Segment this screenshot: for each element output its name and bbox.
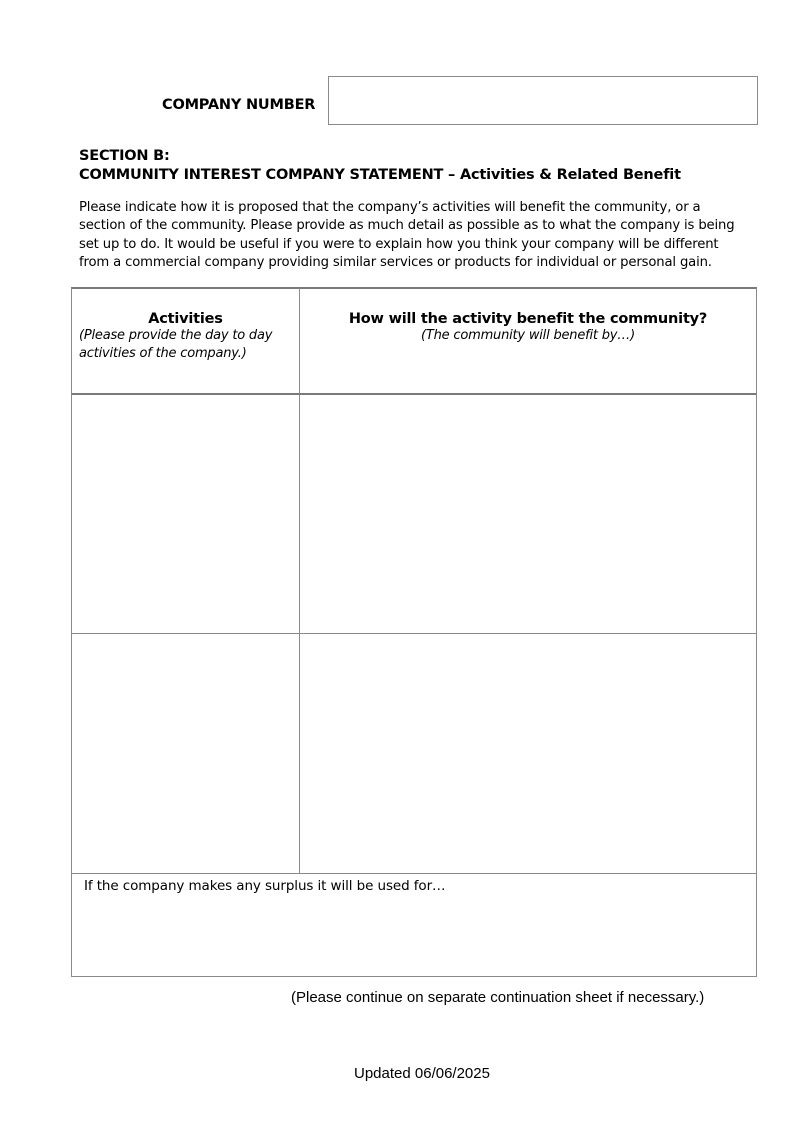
instructions-line: Please indicate how it is proposed that the company’s activities will benefit the community, or a (79, 200, 701, 215)
surplus-input[interactable] (71, 873, 757, 977)
benefit-header-cell (299, 287, 757, 394)
company-number-field[interactable] (328, 76, 758, 125)
instructions-line: section of the community. Please provide as much detail as possible as to what the company is being (79, 218, 735, 234)
benefit-input-2[interactable] (299, 633, 757, 874)
activities-header-cell (71, 287, 300, 394)
surplus-label: If the company makes any surplus it will be used for… (84, 878, 446, 894)
company-number-label: COMPANY NUMBER (162, 97, 316, 113)
benefit-header-title: How will the activity benefit the community? (348, 311, 708, 327)
activity-input-2[interactable] (71, 633, 300, 874)
section-heading (79, 147, 681, 185)
activities-hint-line: (Please provide the day to day (79, 328, 273, 343)
activities-header-hint (72, 327, 299, 363)
updated-date: Updated 06/06/2025 (354, 1065, 490, 1082)
benefit-header-hint: (The community will benefit by…) (421, 328, 635, 343)
continuation-note: (Please continue on separate continuation sheet if necessary.) (291, 989, 705, 1006)
instructions-line: from a commercial company providing similar services or products for individual or personal gain. (79, 254, 712, 270)
benefit-input-1[interactable] (299, 393, 757, 634)
section-title: SECTION B: (79, 148, 170, 164)
instructions-paragraph (79, 199, 759, 272)
instructions-line: set up to do. It would be useful if you were to explain how you think your company will be different (79, 236, 719, 252)
activity-input-1[interactable] (71, 393, 300, 634)
activities-hint-line: activities of the company.) (79, 346, 247, 361)
activities-header-title: Activities (148, 311, 223, 327)
activities-benefit-table (71, 287, 757, 977)
section-subtitle: COMMUNITY INTEREST COMPANY STATEMENT – Activities & Related Benefit (79, 167, 681, 183)
